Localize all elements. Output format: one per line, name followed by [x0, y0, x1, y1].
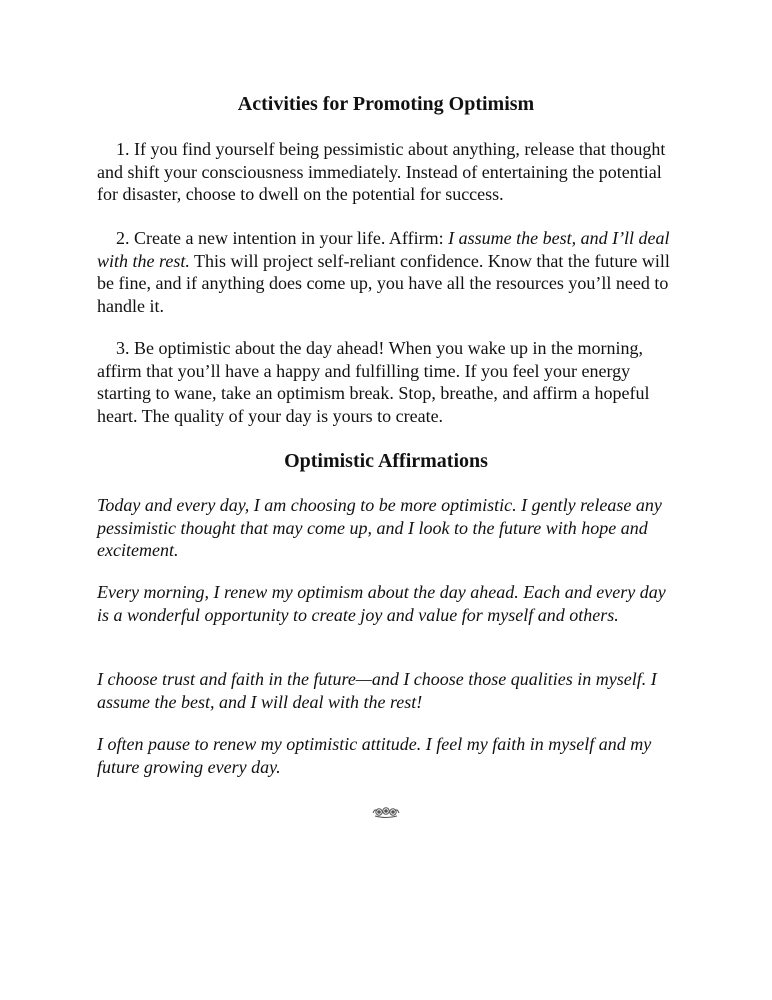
activity-text: Create a new intention in your life. Affirm:	[134, 228, 449, 248]
affirmation-paragraph-3: I choose trust and faith in the future—and I choose those qualities in myself. I assume the best, and I will deal with the rest!	[97, 669, 657, 712]
floral-ornament-icon	[371, 804, 401, 820]
affirmation-quote: I assume the best, and I’ll deal with the rest.	[97, 228, 670, 271]
section-heading-affirmations: Optimistic Affirmations	[284, 450, 488, 472]
activity-number: 1.	[116, 139, 130, 159]
affirmation-paragraph-1: Today and every day, I am choosing to be more optimistic. I gently release any pessimistic thought that may come up, and I look to the future with hope and excitement.	[97, 495, 662, 560]
activity-text-continued: This will project self-reliant confidence. Know that the future will be fine, and if anything does come up, you have all the resources you’ll need to handle it.	[97, 250, 670, 316]
activity-number: 2.	[116, 228, 130, 248]
activity-text: If you find yourself being pessimistic about anything, release that thought and shift your consciousness immediately. Instead of entertaining the potential for disaster, choose to dwell on the potential for success.	[97, 139, 666, 204]
activity-paragraph-1	[97, 138, 682, 206]
section-heading-activities: Activities for Promoting Optimism	[237, 93, 535, 115]
affirmation-paragraph-4: I often pause to renew my optimistic attitude. I feel my faith in myself and my future growing every day.	[97, 734, 652, 777]
affirmation-paragraph-2: Every morning, I renew my optimism about the day ahead. Each and every day is a wonderful opportunity to create joy and value for myself and others.	[97, 582, 666, 625]
activity-paragraph-3	[97, 337, 682, 427]
activity-text: Be optimistic about the day ahead! When you wake up in the morning, affirm that you’ll have a happy and fulfilling time. If you feel your energy starting to wane, take an optimism break. Stop, breathe, and affirm a hopeful heart. The quality of your day is yours to create.	[97, 338, 650, 426]
activity-paragraph-2	[97, 227, 682, 317]
activity-number: 3.	[116, 338, 130, 358]
